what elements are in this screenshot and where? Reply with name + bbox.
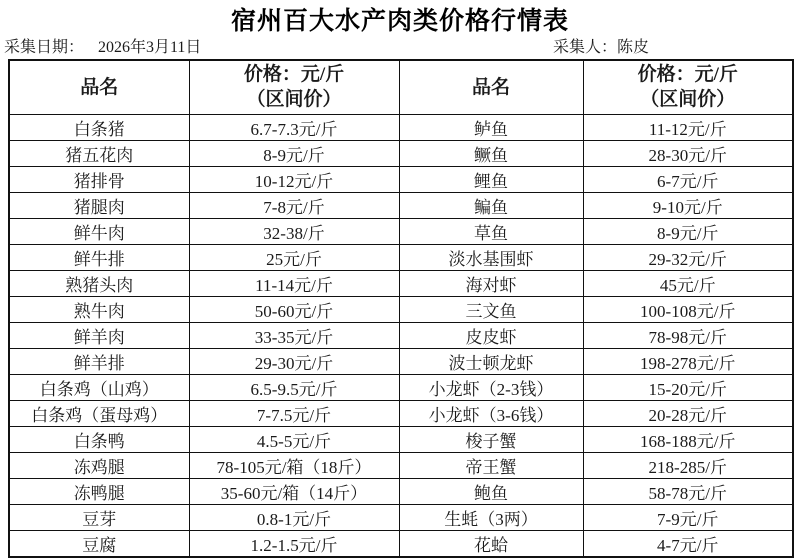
table-row bbox=[9, 478, 793, 504]
product-name-cell: 海对虾 bbox=[399, 270, 583, 296]
price-cell: 4.5-5元/斤 bbox=[189, 426, 399, 452]
product-name-cell: 白条鸭 bbox=[9, 426, 189, 452]
product-name-cell: 小龙虾（3-6钱） bbox=[399, 400, 583, 426]
table-row bbox=[9, 270, 793, 296]
price-cell: 29-30元/斤 bbox=[189, 348, 399, 374]
header-product-name-right: 品名 bbox=[399, 60, 583, 114]
page-title: 宿州百大水产肉类价格行情表 bbox=[230, 7, 569, 35]
product-name-cell: 猪五花肉 bbox=[9, 140, 189, 166]
table-row bbox=[9, 452, 793, 478]
price-cell: 9-10元/斤 bbox=[583, 192, 793, 218]
price-cell: 28-30元/斤 bbox=[583, 140, 793, 166]
product-name-cell: 白条鸡（山鸡） bbox=[9, 374, 189, 400]
price-cell: 50-60元/斤 bbox=[189, 296, 399, 322]
collector-value: 陈皮 bbox=[617, 39, 650, 56]
table-row bbox=[9, 244, 793, 270]
product-name-cell: 鳊鱼 bbox=[399, 192, 583, 218]
price-cell: 6.5-9.5元/斤 bbox=[189, 374, 399, 400]
table-row bbox=[9, 400, 793, 426]
price-cell: 78-105元/箱（18斤） bbox=[189, 452, 399, 478]
product-name-cell: 熟猪头肉 bbox=[9, 270, 189, 296]
table-row bbox=[9, 296, 793, 322]
table-row bbox=[9, 426, 793, 452]
product-name-cell: 鳜鱼 bbox=[399, 140, 583, 166]
price-cell: 8-9元/斤 bbox=[189, 140, 399, 166]
price-cell: 168-188元/斤 bbox=[583, 426, 793, 452]
price-cell: 20-28元/斤 bbox=[583, 400, 793, 426]
collector-label: 采集人： bbox=[553, 39, 618, 56]
product-name-cell: 波士顿龙虾 bbox=[399, 348, 583, 374]
price-cell: 10-12元/斤 bbox=[189, 166, 399, 192]
price-cell: 78-98元/斤 bbox=[583, 322, 793, 348]
product-name-cell: 鲤鱼 bbox=[399, 166, 583, 192]
table-row bbox=[9, 192, 793, 218]
product-name-cell: 帝王蟹 bbox=[399, 452, 583, 478]
price-cell: 7-7.5元/斤 bbox=[189, 400, 399, 426]
collector bbox=[553, 38, 649, 58]
meta-row bbox=[0, 38, 800, 58]
table-row bbox=[9, 322, 793, 348]
price-cell: 32-38/斤 bbox=[189, 218, 399, 244]
product-name-cell: 鲈鱼 bbox=[399, 114, 583, 140]
header-price-right bbox=[583, 60, 793, 114]
collection-date bbox=[4, 38, 201, 58]
product-name-cell: 生蚝（3两） bbox=[399, 504, 583, 530]
product-name-cell: 梭子蟹 bbox=[399, 426, 583, 452]
price-cell: 15-20元/斤 bbox=[583, 374, 793, 400]
product-name-cell: 三文鱼 bbox=[399, 296, 583, 322]
header-product-name-left: 品名 bbox=[9, 60, 189, 114]
price-cell: 29-32元/斤 bbox=[583, 244, 793, 270]
product-name-cell: 豆芽 bbox=[9, 504, 189, 530]
product-name-cell: 草鱼 bbox=[399, 218, 583, 244]
product-name-cell: 鲜羊排 bbox=[9, 348, 189, 374]
product-name-cell: 猪排骨 bbox=[9, 166, 189, 192]
product-name-cell: 白条鸡（蛋母鸡） bbox=[9, 400, 189, 426]
price-cell: 100-108元/斤 bbox=[583, 296, 793, 322]
price-cell: 8-9元/斤 bbox=[583, 218, 793, 244]
header-price-unit: 价格：元/斤 bbox=[243, 64, 345, 86]
table-row bbox=[9, 504, 793, 530]
header-price-unit: 价格：元/斤 bbox=[637, 64, 738, 86]
table-row bbox=[9, 140, 793, 166]
header-price-left bbox=[189, 60, 399, 114]
price-table bbox=[8, 59, 794, 558]
product-name-cell: 鲜牛排 bbox=[9, 244, 189, 270]
product-name-cell: 鲜牛肉 bbox=[9, 218, 189, 244]
price-cell: 25元/斤 bbox=[189, 244, 399, 270]
table-row bbox=[9, 218, 793, 244]
price-cell: 7-8元/斤 bbox=[189, 192, 399, 218]
header-price-range: （区间价） bbox=[246, 89, 342, 111]
price-cell: 33-35元/斤 bbox=[189, 322, 399, 348]
product-name-cell: 猪腿肉 bbox=[9, 192, 189, 218]
product-name-cell: 小龙虾（2-3钱） bbox=[399, 374, 583, 400]
price-cell: 198-278元/斤 bbox=[583, 348, 793, 374]
price-cell: 0.8-1元/斤 bbox=[189, 504, 399, 530]
header-row bbox=[9, 60, 793, 114]
table-row bbox=[9, 114, 793, 140]
price-cell: 4-7元/斤 bbox=[583, 530, 793, 557]
table-row bbox=[9, 530, 793, 557]
price-cell: 6-7元/斤 bbox=[583, 166, 793, 192]
product-name-cell: 熟牛肉 bbox=[9, 296, 189, 322]
price-cell: 6.7-7.3元/斤 bbox=[189, 114, 399, 140]
product-name-cell: 冻鸡腿 bbox=[9, 452, 189, 478]
product-name-cell: 鲍鱼 bbox=[399, 478, 583, 504]
price-cell: 35-60元/箱（14斤） bbox=[189, 478, 399, 504]
table-row bbox=[9, 348, 793, 374]
product-name-cell: 冻鸭腿 bbox=[9, 478, 189, 504]
table-row bbox=[9, 374, 793, 400]
price-cell: 58-78元/斤 bbox=[583, 478, 793, 504]
table-row bbox=[9, 166, 793, 192]
price-cell: 1.2-1.5元/斤 bbox=[189, 530, 399, 557]
product-name-cell: 豆腐 bbox=[9, 530, 189, 557]
header-price-range: （区间价） bbox=[640, 89, 736, 111]
price-cell: 11-14元/斤 bbox=[189, 270, 399, 296]
date-value: 2026年3月11日 bbox=[98, 39, 202, 56]
price-cell: 7-9元/斤 bbox=[583, 504, 793, 530]
product-name-cell: 淡水基围虾 bbox=[399, 244, 583, 270]
price-cell: 11-12元/斤 bbox=[583, 114, 793, 140]
product-name-cell: 皮皮虾 bbox=[399, 322, 583, 348]
price-cell: 218-285/斤 bbox=[583, 452, 793, 478]
product-name-cell: 白条猪 bbox=[9, 114, 189, 140]
price-cell: 45元/斤 bbox=[583, 270, 793, 296]
date-label: 采集日期： bbox=[4, 39, 85, 56]
product-name-cell: 鲜羊肉 bbox=[9, 322, 189, 348]
product-name-cell: 花蛤 bbox=[399, 530, 583, 557]
